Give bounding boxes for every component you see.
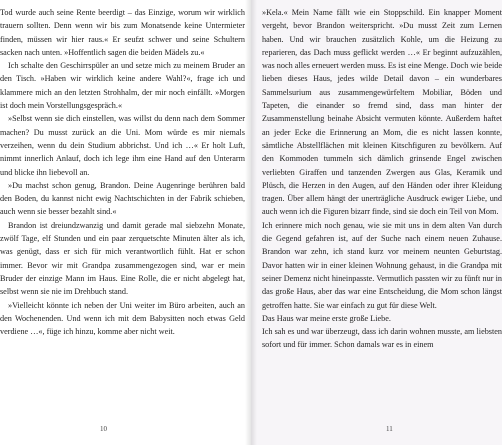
- page-number: 10: [100, 425, 107, 433]
- paragraph: Brandon ist dreiundzwanzig und damit gerade mal siebzehn Monate, zwölf Tage, elf Stunden und ein paar zerquetschte Minuten älter als ich, was genügt, dass er sich für mich verantwortlich fühlt. Hat er schon immer. Bevor wir mit Grandpa zusammengezogen sind, war er mein Bruder der einzige Mann im Haus. Eine Rolle, die er nicht abgelegt hat, selbst wenn sie nie im Drehbuch stand.: [0, 220, 245, 297]
- paragraph: »Du machst schon genug, Brandon. Deine Augenringe berühren bald den Boden, du kannst nicht ewig Nachtschichten in der Fabrik schieben, auch wenn sie besser bezahlt sind.«: [0, 180, 245, 217]
- page-number: 11: [386, 425, 393, 433]
- right-page: [251, 0, 502, 445]
- paragraph: Das Haus war meine erste große Liebe.: [262, 313, 391, 323]
- paragraph: »Vielleicht könnte ich neben der Uni weiter im Büro arbeiten, auch an den Wochenenden. Und wenn ich mit dem Babysitten noch etwas Geld verdiene …«, füge ich hinzu, komme aber nicht weit.: [0, 300, 245, 337]
- paragraph: »Kela.« Mein Name fällt wie ein Stoppschild. Ein knapper Moment vergeht, bevor Brandon weiterspricht. »Du musst Zeit zum Lernen haben. Und wir brauchen zusätzlich Kohle, um die Heizung zu reparieren, das Dach muss geflickt werden …« Er beginnt aufzuzählen, was noch alles erneuert werden muss. Es ist eine Menge. Doch wie beide lieben dieses Haus, jedes wilde Detail davon – ein wunderbares Sammelsurium aus zusammengewürfeltem Mobiliar, Böden und Tapeten, die einander so fremd sind, dass man hinter der Zusammenstellung beinahe Absicht vermuten könnte. Außerdem haftet an jeder Ecke die Erinnerung an Mom, die es nicht lassen konnte, sämtliche Abstellflächen mit kleinen Kitschfiguren zu bevölkern. Auf den Kommoden tummeln sich dämlich grinsende Engel zwischen verliebten Giraffen und tanzenden Zwergen aus Glas, Keramik und Plüsch, die Herzen in den Augen, auf den Händen oder ihrer Kleidung tragen. Über allem hängt der unerträgliche Ausdruck ewiger Liebe, und auch wenn ich die Figuren bizarr finde, sind sie doch ein Teil von Mom.: [262, 8, 502, 217]
- paragraph: Ich erinnere mich noch genau, wie sie mit uns in dem alten Van durch die Gegend gefahren ist, auf der Suche nach einem neuen Zuhause. Brandon war zehn, ich stand kurz vor meinem neunten Geburtstag. Davor hatten wir in einer kleinen Wohnung gehaust, in die Grandpa mit seiner Demenz nicht hineinpasste. Vermutlich passten wir zu fünft nur in das große Haus, aber das war eine Entscheidung, die Mom schon längst getroffen hatte. Sie war einfach zu gut für diese Welt.: [262, 220, 502, 310]
- paragraph: Tod wurde auch seine Rente beerdigt – das Einzige, worum wir wirklich trauern sollten. Denn wenn wir bis zum Monatsende keine Untermieter finden, müssen wir hier raus.« Er seufzt schwer und seine Schultern sacken nach unten. »Hoffentlich sagen die beiden Mädels zu.«: [0, 8, 245, 57]
- left-page-text: [0, 6, 245, 338]
- paragraph: Ich sah es und war überzeugt, dass ich darin wohnen musste, am liebsten sofort und für immer. Schon damals war es in einem: [262, 327, 502, 350]
- right-page-text: [262, 6, 502, 352]
- paragraph: Ich schalte den Geschirrspüler an und setze mich zu meinem Bruder an den Tisch. »Haben wir wirklich keine andere Wahl?«, frage ich und klammere mich an den letzten Strohhalm, der mir noch einfällt. »Morgen ist doch mein Vorstellungsgespräch.«: [0, 61, 245, 111]
- paragraph: »Selbst wenn sie dich einstellen, was willst du denn nach dem Sommer machen? Du musst zurück an die Uni. Mom würde es mir niemals verzeihen, wenn du dein Studium abbrichst. Und ich …« Er holt Luft, nimmt innerlich Anlauf, doch ich lege ihm eine Hand auf den Unterarm und blicke ihn liebevoll an.: [0, 114, 245, 177]
